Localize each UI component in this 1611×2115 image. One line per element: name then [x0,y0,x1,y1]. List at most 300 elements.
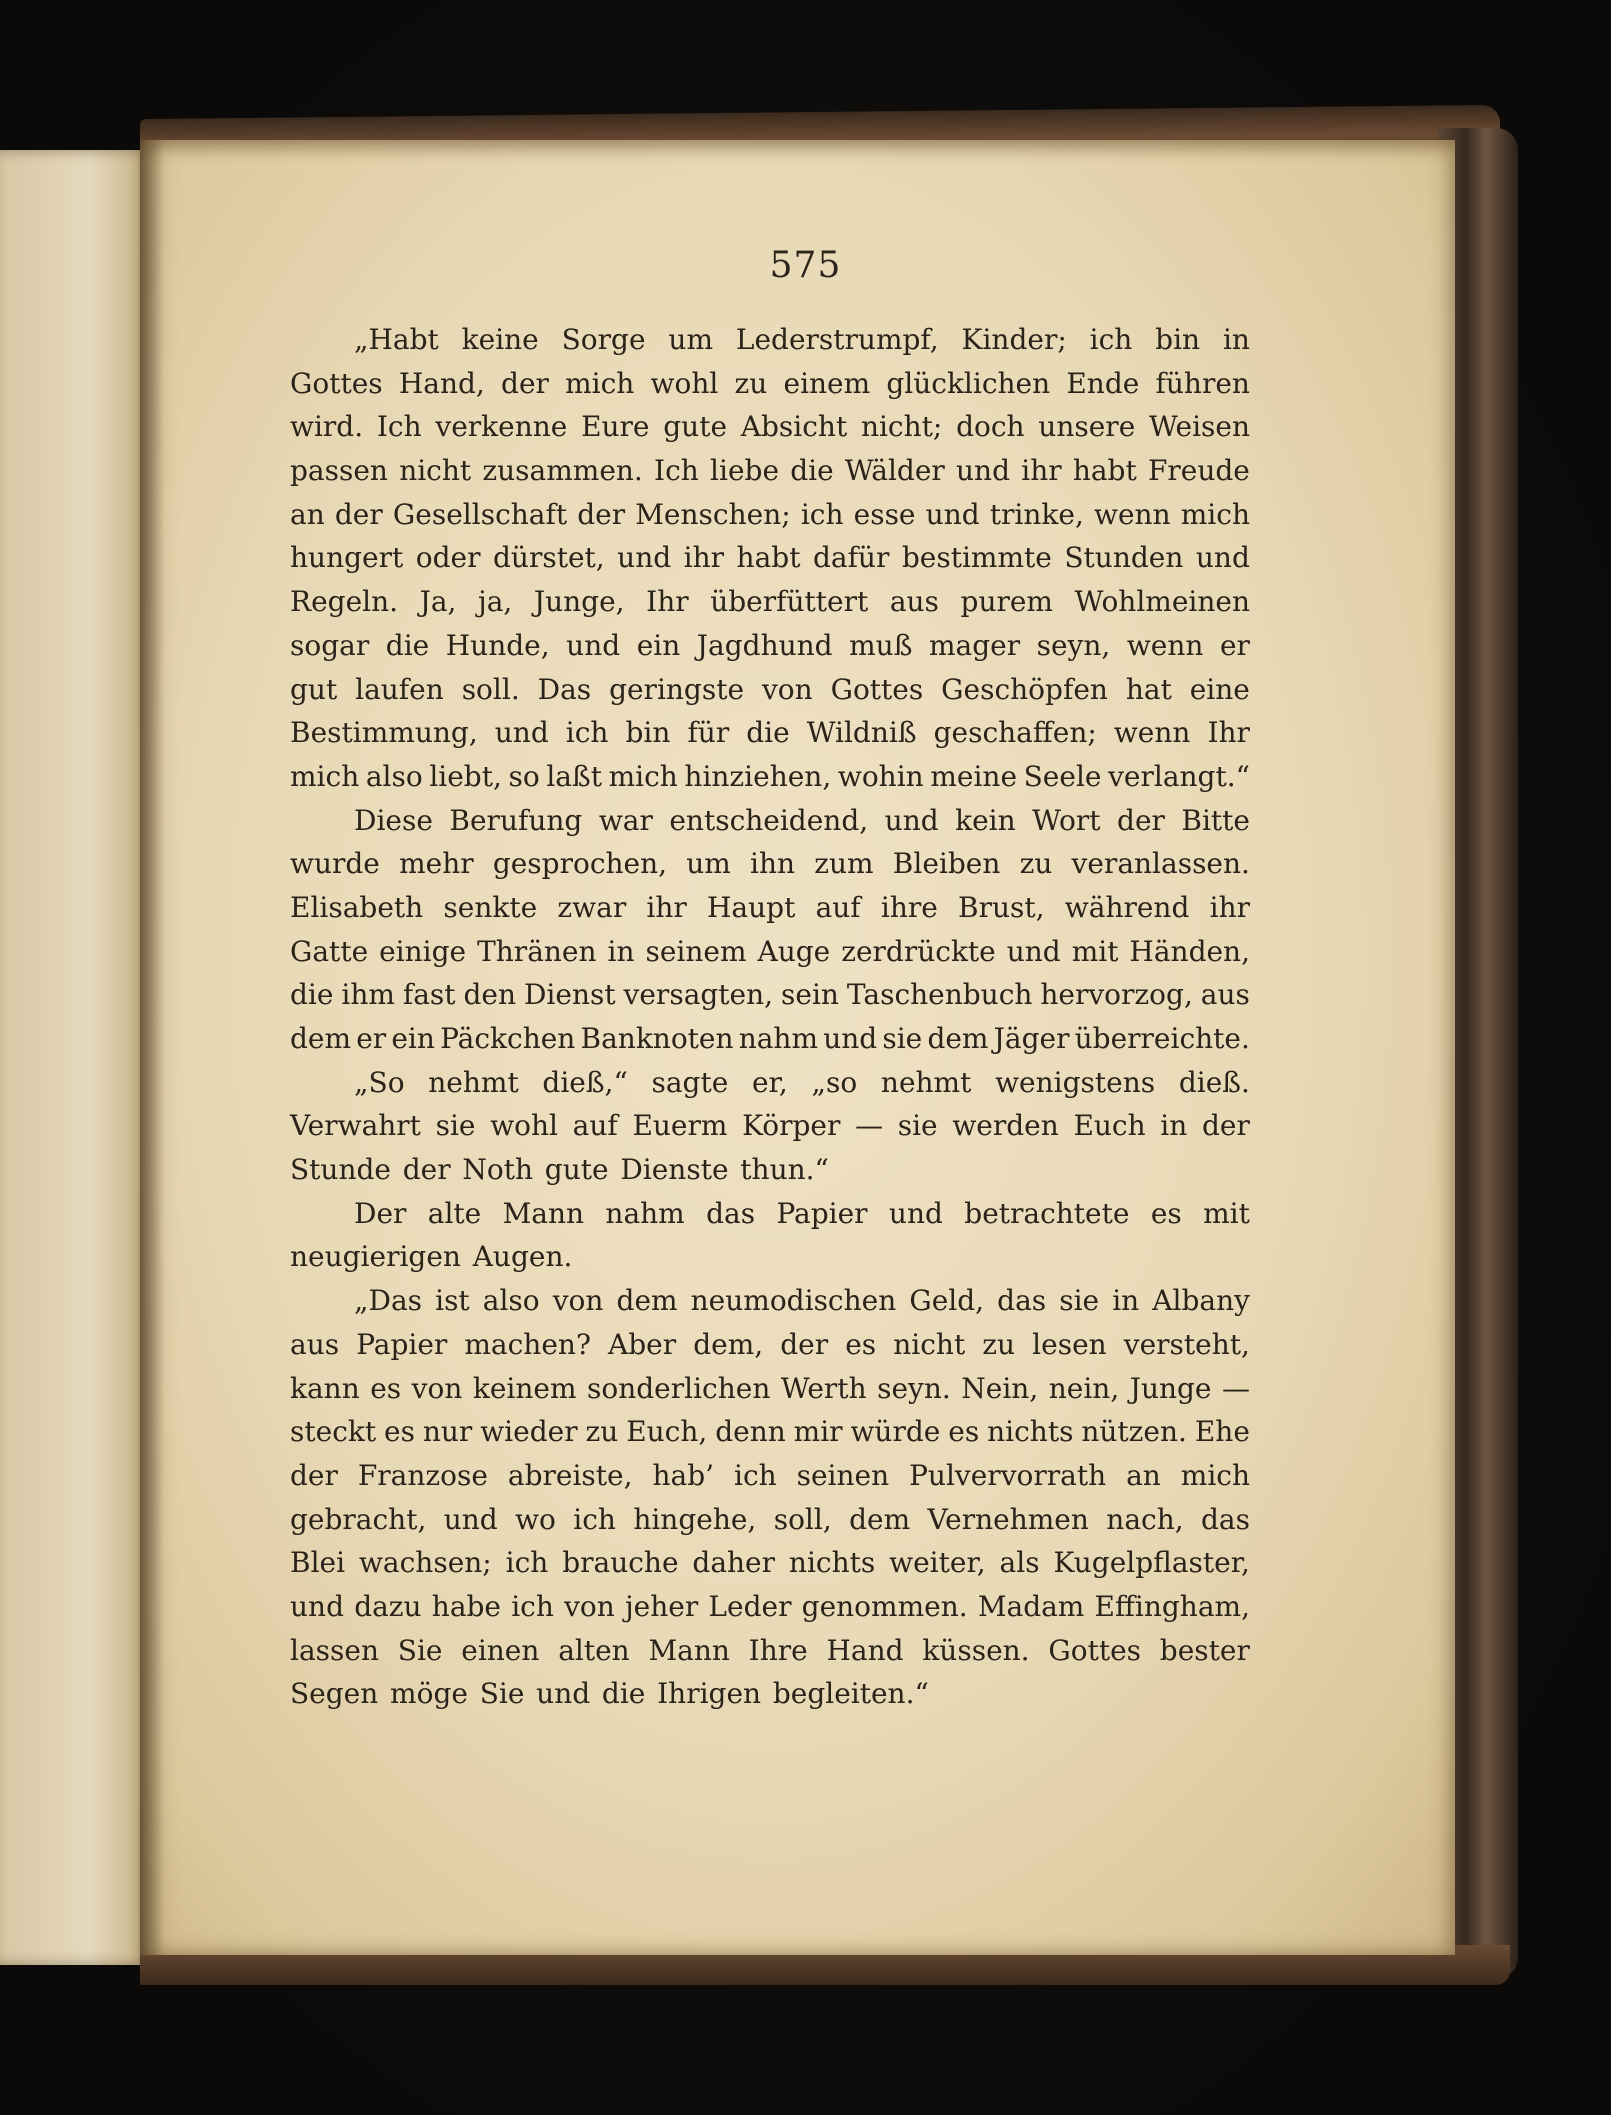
text-word: sonderlichen [587,1371,771,1405]
text-word: der [501,366,549,400]
text-word: purem [960,585,1053,619]
text-word: Gottes [1048,1633,1142,1667]
text-word: ein [391,1022,435,1055]
text-word: wird. [290,410,364,444]
text-word: Geschöpfen [941,672,1108,706]
text-word: Euch [1073,1109,1146,1143]
text-word: verlangt.“ [1108,759,1250,793]
text-word: der [334,497,383,531]
text-word: in [607,934,635,968]
text-word: auf [815,890,861,924]
text-line [290,711,1250,755]
text-word: und [290,1589,344,1623]
text-word: wurde [290,847,380,881]
text-word: Nein, [961,1371,1039,1405]
text-word: Ihr [646,585,689,619]
text-word: wenn [1094,497,1171,531]
text-word: keine [461,323,539,356]
text-word: Augen. [472,1240,573,1274]
text-word: mich [1180,497,1250,531]
text-word: betrachtete [964,1196,1130,1230]
text-line [290,362,1250,406]
text-word: und [617,541,672,575]
text-word: oder [415,541,481,575]
text-word: Werth [780,1371,867,1405]
text-line [290,1192,1250,1236]
text-word: zerdrückte [841,934,996,968]
text-word: zu [1019,847,1053,881]
text-line [290,536,1250,580]
text-word: wohl [490,1109,558,1143]
text-word: werden [952,1109,1059,1143]
text-word: steckt [290,1415,377,1449]
text-word: mir [793,1415,843,1449]
text-word: Hunde, [445,628,550,662]
text-word: sogar [290,628,370,662]
text-word: es [845,1327,877,1361]
text-word: der [402,1153,451,1187]
text-word: Verwahrt [290,1109,421,1143]
text-word: an [1126,1458,1161,1492]
text-word: und [536,1677,591,1711]
text-word: Ja, [419,585,457,619]
text-word: Franzose [357,1458,488,1492]
text-word: Gatte [290,934,369,968]
text-line [290,1367,1250,1411]
text-word: ihr [683,541,725,575]
text-line [290,842,1250,886]
text-word: liebe [710,454,780,488]
text-line [290,930,1250,974]
text-word: Ihre [748,1633,808,1667]
text-word: brauche [562,1546,679,1580]
text-word: Händen, [1129,934,1250,968]
text-word: lesen [1032,1327,1107,1361]
text-word: Ehe [1194,1415,1250,1449]
text-word: Vernehmen [927,1502,1089,1536]
text-word: um [668,323,713,356]
text-word: „so [811,1065,858,1099]
text-word: Sie [397,1633,443,1667]
text-word: Jäger [993,1022,1070,1055]
text-word: ich [733,1458,777,1492]
text-word: überfüttert [710,585,869,619]
text-word: er [1219,628,1250,662]
text-word: senkte [443,890,538,924]
text-word: das [1200,1502,1250,1536]
text-word: und [1195,541,1250,575]
text-word: an [290,497,325,531]
text-word: eine [1189,672,1250,706]
text-word: Auge [757,934,831,968]
text-word: daher [692,1546,776,1580]
text-word: geschaffen; [933,716,1097,750]
text-word: für [687,716,730,750]
text-word: Bleiben [892,847,1001,881]
text-word: sie [882,1022,923,1055]
text-word: von [761,672,813,706]
text-line [290,580,1250,624]
text-word: und [566,628,621,662]
text-word: nichts [788,1546,876,1580]
text-word: hinziehen, [684,759,832,793]
text-word: versteht, [1123,1327,1250,1361]
text-word: wo [515,1502,556,1536]
text-word: mich [290,759,360,793]
text-word: Papier [776,1196,868,1230]
text-word: Hand, [398,366,485,400]
text-word: so [508,759,540,793]
text-word: seyn, [1036,628,1111,662]
text-word: nur [422,1415,473,1449]
text-word: Berufung [449,803,583,837]
text-word: kein [955,803,1016,837]
text-word: hungert [290,541,404,575]
text-word: als [999,1546,1040,1580]
text-word: habt [1072,454,1137,488]
text-word: aus [290,1327,340,1361]
text-word: doch [956,410,1025,444]
text-word: das [997,1284,1047,1318]
text-word: aus [889,585,939,619]
text-word: unsere [1038,410,1136,444]
text-word: wohl [650,366,719,400]
text-word: und [884,803,939,837]
text-word: die [601,1677,646,1711]
text-word: wenigstens [995,1065,1156,1099]
text-word: während [1064,890,1190,924]
text-word: Segen [290,1677,379,1711]
text-word: Euerm [632,1109,728,1143]
text-word: er, [752,1065,788,1099]
text-word: gute [663,410,728,444]
text-word: Regeln. [290,585,399,619]
text-word: bester [1159,1633,1250,1667]
text-word: ein [636,628,681,662]
text-word: seyn. [877,1371,951,1405]
text-word: soll. [461,672,520,706]
text-word: Wohlmeinen [1074,585,1250,619]
text-word: Geld, [909,1284,985,1318]
text-word: versagten, [623,978,774,1012]
text-line [290,886,1250,930]
text-word: gesprochen, [492,847,668,881]
text-word: Dienste [620,1153,729,1187]
text-word: zu [734,366,768,400]
text-word: „Habt [354,323,439,356]
text-word: Kugelpflaster, [1053,1546,1250,1580]
text-word: mehr [399,847,474,881]
text-word: mit [1071,934,1119,968]
text-line [290,799,1250,843]
text-word: Kinder; [961,323,1067,356]
text-word: alten [558,1633,630,1667]
text-word: „So [354,1065,405,1099]
text-word: die [385,628,430,662]
text-word: der [1117,803,1165,837]
text-word: „Das [354,1284,423,1318]
text-word: ich [505,1546,549,1580]
text-line [290,1061,1250,1105]
text-word: dieß,“ [542,1065,628,1099]
text-word: passen [290,454,388,488]
text-word: Das [537,672,592,706]
text-word: sein [781,978,839,1012]
text-word: Noth [462,1153,534,1187]
text-word: nahm [605,1196,685,1230]
text-line [290,1148,1250,1192]
text-word: es [1150,1196,1182,1230]
text-word: alte [427,1196,482,1230]
text-word: Thränen [477,934,597,968]
text-word: ich [511,1589,554,1623]
text-word: wieder [480,1415,578,1449]
text-word: Eure [581,410,650,444]
text-word: Papier [356,1327,448,1361]
text-word: Haupt [707,890,796,924]
text-word: Wälder [844,454,945,488]
text-line [290,449,1250,493]
text-word: ihn [750,847,796,881]
text-word: habt [736,541,801,575]
text-word: nach, [1106,1502,1184,1536]
text-word: und [443,1502,498,1536]
text-word: Freude [1147,454,1250,488]
text-word: in [1160,1109,1188,1143]
text-word: nützen. [1081,1415,1187,1449]
text-word: dafür [812,541,890,575]
text-word: genommen. [801,1589,968,1623]
text-word: jeher [624,1589,699,1623]
text-word: geringste [609,672,745,706]
text-word: dem [290,1022,352,1055]
text-word: neumodischen [690,1284,897,1318]
text-word: würde [850,1415,941,1449]
text-word: gute [544,1153,609,1187]
text-word: dem [927,1022,989,1055]
text-line [290,1672,1250,1716]
text-word: es [948,1415,980,1449]
text-word: Absicht [740,410,848,444]
text-word: machen? [464,1327,591,1361]
page-gutter-shadow [140,140,164,1955]
text-word: in [1112,1284,1140,1318]
text-word: um [686,847,731,881]
text-word: die [290,978,334,1012]
text-line [290,1104,1250,1148]
text-word: bestimmte [901,541,1052,575]
text-word: seinem [645,934,747,968]
text-word: Blei [290,1546,346,1580]
text-line [290,405,1250,449]
text-word: Brust, [958,890,1045,924]
text-word: meine [930,759,1018,793]
text-word: Ihrigen [657,1677,762,1711]
text-word: dieß. [1178,1065,1250,1099]
text-word: es [370,1371,402,1405]
text-line [290,755,1250,799]
text-word: Aber [608,1327,677,1361]
text-word: Junge [1129,1371,1212,1405]
text-word: dem [849,1502,911,1536]
text-word: Junge, [533,585,625,619]
text-word: — [855,1109,884,1143]
text-word: nehmt [880,1065,972,1099]
text-word: und [494,716,549,750]
text-word: trinke, [989,497,1084,531]
text-word: den [463,978,517,1012]
text-word: einige [379,934,467,968]
text-word: Albany [1152,1284,1250,1318]
text-word: hervorzog, [1040,978,1193,1012]
text-word: wenn [1126,628,1204,662]
text-word: auf [572,1109,618,1143]
text-word: Gesellschaft [392,497,568,531]
text-line [290,318,1250,362]
text-word: nicht [399,454,472,488]
text-word: ja, [478,585,513,619]
text-word: Taschenbuch [846,978,1033,1012]
text-word: es [384,1415,415,1449]
text-line [290,1323,1250,1367]
text-word: nehmt [428,1065,519,1099]
text-line [290,1017,1250,1061]
text-word: Päckchen [440,1022,576,1055]
text-word: Leder [708,1589,792,1623]
text-word: wohin [837,759,924,793]
text-word: dem, [693,1327,764,1361]
text-word: ihr [646,890,687,924]
text-word: dem [616,1284,678,1318]
text-word: esse [853,497,916,531]
text-word: Weisen [1149,410,1250,444]
text-word: und [925,497,980,531]
text-word: Hand [826,1633,904,1667]
text-word: hat [1125,672,1172,706]
text-word: ihm [341,978,395,1012]
text-word: sagte [651,1065,729,1099]
text-word: nichts [987,1415,1074,1449]
text-word: und [823,1022,878,1055]
text-word: Pulvervorrath [909,1458,1107,1492]
text-word: Dienst [523,978,616,1012]
text-word: Gottes [290,366,383,400]
text-word: das [706,1196,756,1230]
text-word: ich [1089,323,1133,356]
text-word: denn [715,1415,786,1449]
text-word: ich [565,716,609,750]
text-word: zu [585,1415,619,1449]
text-word: mich [565,366,635,400]
text-word: gebracht, [290,1502,427,1536]
text-word: der [780,1327,829,1361]
text-word: überreichte. [1074,1022,1250,1055]
body-text [290,318,1250,1716]
text-word: Diese [354,803,433,837]
text-word: Wildniß [806,716,917,750]
text-word: Mann [502,1196,585,1230]
text-word: ich [800,497,844,531]
text-word: wachsen; [358,1546,492,1580]
text-line [290,1279,1250,1323]
text-word: und [888,1196,943,1230]
text-word: Banknoten [580,1022,734,1055]
text-word: lassen [290,1633,379,1667]
text-word: Elisabeth [290,890,424,924]
text-word: zusammen. [482,454,643,488]
text-word: sie [435,1109,476,1143]
text-word: glücklichen [886,366,1051,400]
text-word: Lederstrumpf, [735,323,939,356]
text-word: die [746,716,790,750]
text-word: ihre [880,890,938,924]
text-word: kann [290,1371,360,1405]
text-line [290,624,1250,668]
text-word: thun.“ [740,1153,829,1187]
text-word: zwar [557,890,627,924]
text-word: Jagdhund [696,628,833,662]
text-word: Mann [648,1633,730,1667]
text-word: einen [461,1633,540,1667]
text-line [290,1498,1250,1542]
text-word: Menschen; [635,497,791,531]
text-word: in [1222,323,1250,356]
text-word: und [956,454,1011,488]
text-word: laßt [546,759,602,793]
text-word: der [290,1458,338,1492]
text-word: Bestimmung, [290,716,478,750]
text-line [290,1629,1250,1673]
text-word: war [598,803,653,837]
text-word: ich [573,1502,616,1536]
text-word: von [552,1284,604,1318]
text-word: küssen. [922,1633,1030,1667]
text-word: zu [982,1327,1016,1361]
text-word: also [482,1284,540,1318]
text-word: Gottes [830,672,924,706]
text-line [290,1410,1250,1454]
text-line [290,668,1250,712]
text-word: verkenne [435,410,568,444]
text-word: hab’ [652,1458,715,1492]
text-word: hingehe, [633,1502,757,1536]
text-word: zum [814,847,874,881]
text-word: dürstet, [492,541,605,575]
text-word: keinem [472,1371,577,1405]
text-line [290,1541,1250,1585]
text-word: abreiste, [507,1458,633,1492]
text-line [290,1585,1250,1629]
text-word: Stunden [1064,541,1184,575]
text-word: Ich [376,410,422,444]
text-word: muß [849,628,913,662]
text-line [290,493,1250,537]
text-word: ihr [1021,454,1062,488]
text-word: einem [783,366,871,400]
text-word: begleiten.“ [772,1677,929,1711]
text-word: Stunde [290,1153,391,1187]
text-word: Ende [1066,366,1140,400]
text-word: Ich [654,454,699,488]
text-word: entscheidend, [669,803,869,837]
text-word: Sorge [561,323,646,356]
text-word: ihr [1209,890,1250,924]
text-word: nicht; [860,410,943,444]
text-word: dazu [354,1589,422,1623]
text-word: nein, [1048,1371,1120,1405]
text-word: mager [928,628,1021,662]
text-word: sie [1059,1284,1100,1318]
